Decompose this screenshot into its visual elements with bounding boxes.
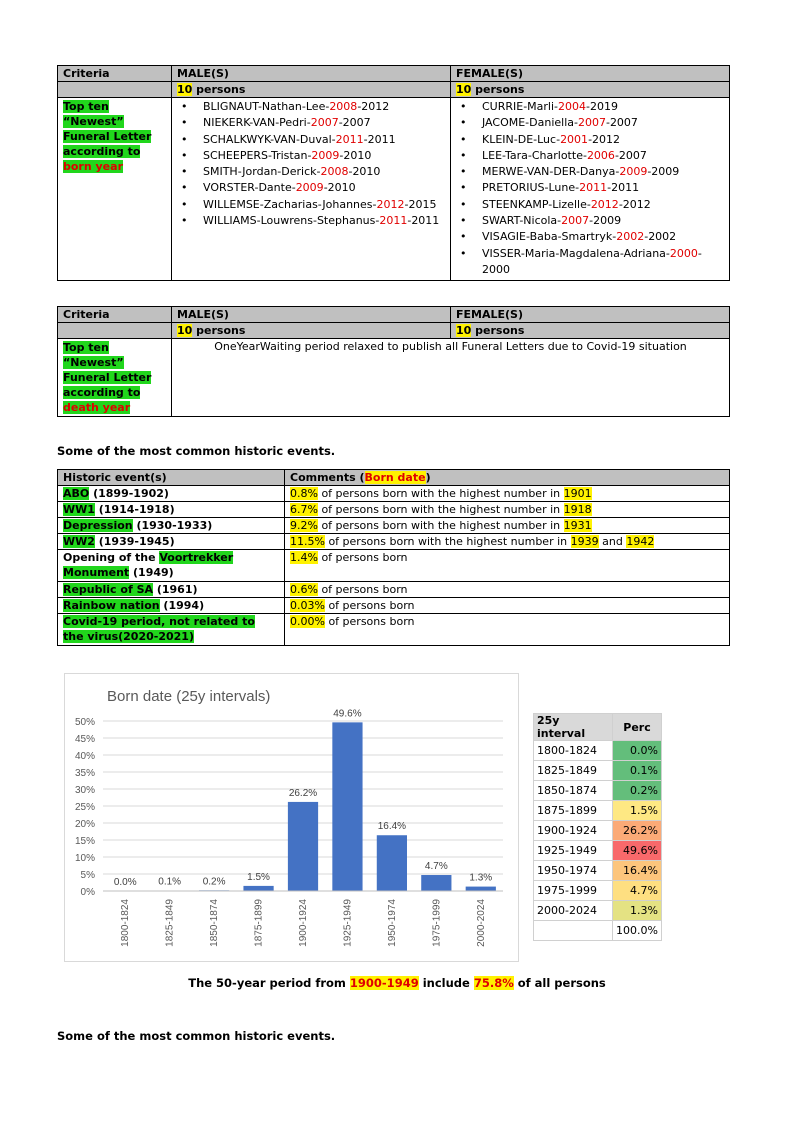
list-item: • VISAGIE-Baba-Smartryk-2002-2002 bbox=[482, 229, 724, 245]
data-label: 26.2% bbox=[288, 787, 318, 799]
female-count-cell bbox=[451, 82, 730, 98]
list-item: • SWART-Nicola-2007-2009 bbox=[482, 213, 724, 229]
bar bbox=[421, 875, 451, 891]
male-header: MALE(S) bbox=[172, 66, 451, 82]
y-tick-label: 5% bbox=[80, 870, 95, 881]
historic-events-table bbox=[57, 469, 730, 646]
x-tick-label: 1875-1899 bbox=[253, 899, 265, 947]
born-year-table bbox=[57, 65, 730, 281]
y-tick-label: 15% bbox=[74, 836, 95, 847]
list-item: • LEE-Tara-Charlotte-2006-2007 bbox=[482, 148, 724, 164]
criteria-line-highlight: death year bbox=[63, 401, 131, 414]
bar bbox=[377, 835, 407, 891]
persons-label: persons bbox=[471, 83, 525, 96]
x-tick-label: 1975-1999 bbox=[431, 899, 443, 947]
chart-title: Born date (25y intervals) bbox=[107, 688, 271, 705]
table-row: 1950-1974 16.4% bbox=[534, 861, 662, 881]
bar bbox=[243, 886, 273, 891]
female-count: 10 bbox=[456, 324, 472, 337]
perc-header: Perc bbox=[613, 714, 662, 741]
criteria-cell bbox=[58, 339, 172, 417]
list-item: • JACOME-Daniella-2007-2007 bbox=[482, 115, 724, 131]
list-item: • CURRIE-Marli-2004-2019 bbox=[482, 99, 724, 115]
list-item: • KLEIN-DE-Luc-2001-2012 bbox=[482, 132, 724, 148]
persons-label: persons bbox=[192, 324, 246, 337]
male-list-cell bbox=[172, 98, 451, 281]
y-tick-label: 45% bbox=[74, 734, 95, 745]
y-tick-label: 25% bbox=[74, 802, 95, 813]
male-names-list bbox=[177, 99, 445, 229]
table-row: 1825-1849 0.1% bbox=[534, 761, 662, 781]
table-row: 1850-1874 0.2% bbox=[534, 781, 662, 801]
table-row: Republic of SA (1961) 0.6% of persons born bbox=[58, 582, 730, 598]
y-tick-label: 40% bbox=[74, 751, 95, 762]
table-row: 1975-1999 4.7% bbox=[534, 881, 662, 901]
summary-sentence: The 50-year period from 1900-1949 include 75.8% of all persons bbox=[188, 976, 606, 990]
criteria-line: Funeral Letter bbox=[63, 371, 152, 384]
table-row: Depression (1930-1933) 9.2% of persons born with the highest number in 1931 bbox=[58, 518, 730, 534]
table-row: WW2 (1939-1945) 11.5% of persons born with the highest number in 1939 and 1942 bbox=[58, 534, 730, 550]
list-item: • PRETORIUS-Lune-2011-2011 bbox=[482, 180, 724, 196]
born-date-chart bbox=[64, 673, 519, 962]
table-row: 1800-1824 0.0% bbox=[534, 741, 662, 761]
x-tick-label: 1950-1974 bbox=[386, 899, 398, 947]
criteria-line: “Newest” bbox=[63, 115, 124, 128]
data-label: 0.1% bbox=[158, 876, 182, 888]
data-label: 49.6% bbox=[333, 708, 362, 720]
criteria-line: Funeral Letter bbox=[63, 130, 152, 143]
list-item: • SMITH-Jordan-Derick-2008-2010 bbox=[203, 164, 445, 180]
historic-events-heading: Some of the most common historic events. bbox=[57, 444, 336, 458]
list-item: • VORSTER-Dante-2009-2010 bbox=[203, 180, 445, 196]
historic-event-header: Historic event(s) bbox=[58, 470, 285, 486]
x-tick-label: 1800-1824 bbox=[120, 899, 132, 947]
bar bbox=[466, 887, 496, 891]
list-item: • SCHALKWYK-VAN-Duval-2011-2011 bbox=[203, 132, 445, 148]
comments-header: Comments (Born date) bbox=[285, 470, 730, 486]
born-date-label: Born date bbox=[364, 471, 426, 484]
list-item: • BLIGNAUT-Nathan-Lee-2008-2012 bbox=[203, 99, 445, 115]
persons-label: persons bbox=[471, 324, 525, 337]
criteria-line-highlight: born year bbox=[63, 160, 123, 173]
table-row: Opening of the Voortrekker Monument (1949) 1.4% of persons born bbox=[58, 550, 730, 582]
death-year-table bbox=[57, 306, 730, 417]
data-label: 16.4% bbox=[377, 821, 407, 833]
female-count-cell bbox=[451, 323, 730, 339]
table-row: 1875-1899 1.5% bbox=[534, 801, 662, 821]
list-item: • NIEKERK-VAN-Pedri-2007-2007 bbox=[203, 115, 445, 131]
female-list-cell bbox=[451, 98, 730, 281]
list-item: • MERWE-VAN-DER-Danya-2009-2009 bbox=[482, 164, 724, 180]
table-row: 1925-1949 49.6% bbox=[534, 841, 662, 861]
criteria-line: according to bbox=[63, 145, 141, 158]
list-item: • STEENKAMP-Lizelle-2012-2012 bbox=[482, 197, 724, 213]
y-tick-label: 20% bbox=[74, 819, 95, 830]
waiting-period-message: OneYearWaiting period relaxed to publish all Funeral Letters due to Covid-19 situation bbox=[172, 339, 730, 417]
interval-header: 25y interval bbox=[534, 714, 613, 741]
interval-percent-table bbox=[533, 713, 662, 941]
empty-cell bbox=[58, 82, 172, 98]
summary-range: 1900-1949 bbox=[349, 976, 419, 990]
list-item: • VISSER-Maria-Magdalena-Adriana-2000-2000 bbox=[482, 246, 724, 279]
bar bbox=[288, 802, 318, 891]
x-tick-label: 1900-1924 bbox=[298, 899, 309, 947]
list-item: • SCHEEPERS-Tristan-2009-2010 bbox=[203, 148, 445, 164]
x-tick-label: 1850-1874 bbox=[209, 899, 221, 947]
table-row: ABO (1899-1902) 0.8% of persons born with the highest number in 1901 bbox=[58, 486, 730, 502]
table-row: Covid-19 period, not related to the virus(2020-2021) 0.00% of persons born bbox=[58, 614, 730, 646]
y-tick-label: 35% bbox=[74, 768, 95, 779]
female-header: FEMALE(S) bbox=[451, 66, 730, 82]
x-tick-label: 1825-1849 bbox=[164, 899, 176, 947]
table-row: WW1 (1914-1918) 6.7% of persons born with the highest number in 1918 bbox=[58, 502, 730, 518]
list-item: • WILLIAMS-Louwrens-Stephanus-2011-2011 bbox=[203, 213, 445, 229]
criteria-line: “Newest” bbox=[63, 356, 124, 369]
female-count: 10 bbox=[456, 83, 472, 96]
criteria-line: Top ten bbox=[63, 100, 109, 113]
data-label: 0.0% bbox=[113, 877, 137, 888]
criteria-header: Criteria bbox=[58, 66, 172, 82]
table-row: 1900-1924 26.2% bbox=[534, 821, 662, 841]
data-label: 1.5% bbox=[247, 871, 270, 883]
table-row: 2000-2024 1.3% bbox=[534, 901, 662, 921]
criteria-line: according to bbox=[63, 386, 141, 399]
data-label: 1.3% bbox=[469, 872, 493, 884]
female-header: FEMALE(S) bbox=[451, 307, 730, 323]
male-count: 10 bbox=[177, 83, 193, 96]
historic-events-heading-2: Some of the most common historic events. bbox=[57, 1029, 336, 1043]
male-header: MALE(S) bbox=[172, 307, 451, 323]
criteria-cell bbox=[58, 98, 172, 281]
bar-chart-svg bbox=[65, 674, 518, 961]
persons-label: persons bbox=[192, 83, 246, 96]
total-perc: 100.0% bbox=[613, 921, 662, 941]
total-row bbox=[534, 921, 662, 941]
y-tick-label: 30% bbox=[74, 785, 95, 796]
male-count-cell bbox=[172, 82, 451, 98]
summary-percent: 75.8% bbox=[473, 976, 514, 990]
data-label: 4.7% bbox=[424, 861, 448, 873]
x-tick-label: 1925-1949 bbox=[342, 899, 354, 947]
table-row: Rainbow nation (1994) 0.03% of persons born bbox=[58, 598, 730, 614]
criteria-line: Top ten bbox=[63, 341, 109, 354]
data-label: 0.2% bbox=[202, 876, 226, 888]
male-count: 10 bbox=[177, 324, 193, 337]
criteria-header: Criteria bbox=[58, 307, 172, 323]
x-tick-label: 2000-2024 bbox=[475, 899, 487, 947]
y-tick-label: 0% bbox=[80, 887, 95, 898]
empty-cell bbox=[58, 323, 172, 339]
list-item: • WILLEMSE-Zacharias-Johannes-2012-2015 bbox=[203, 197, 445, 213]
y-tick-label: 10% bbox=[74, 853, 95, 864]
male-count-cell bbox=[172, 323, 451, 339]
female-names-list bbox=[456, 99, 724, 278]
bar bbox=[332, 722, 362, 891]
y-tick-label: 50% bbox=[74, 717, 95, 728]
